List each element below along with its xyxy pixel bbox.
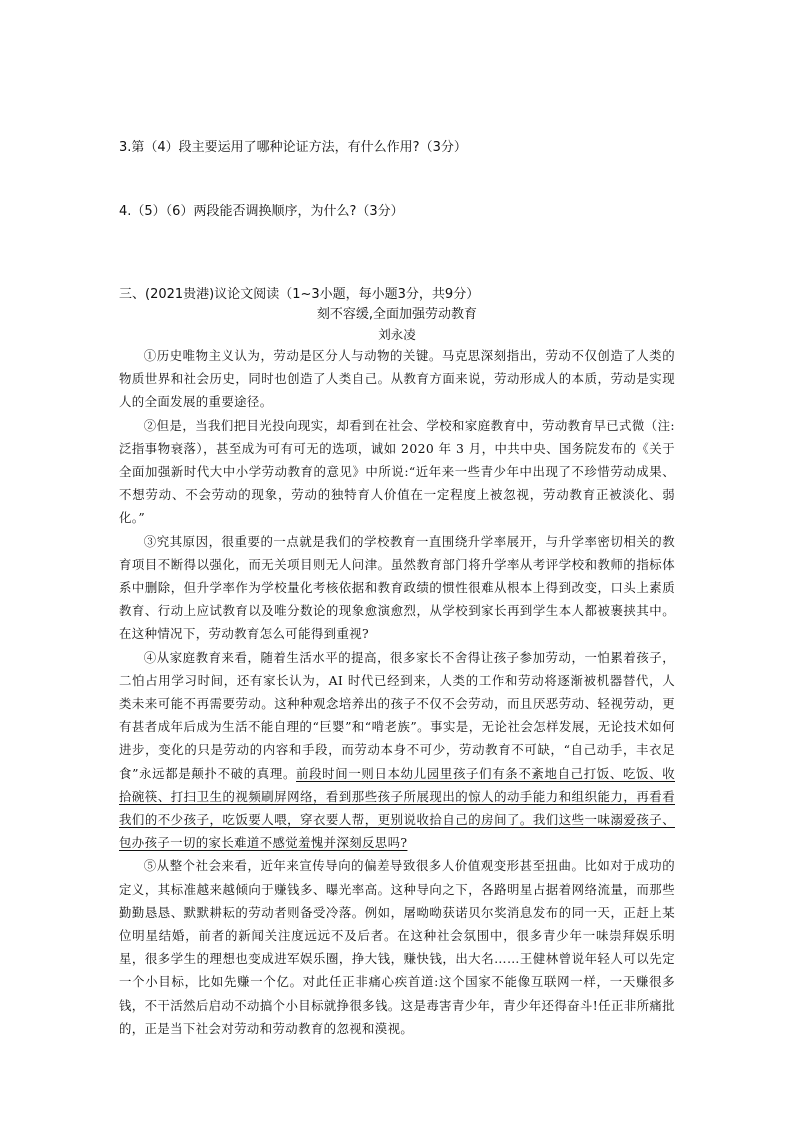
question-3: 3.第（4）段主要运用了哪种论证方法，有什么作用?（3分） <box>119 140 467 155</box>
question-4: 4.（5）（6）两段能否调换顺序，为什么?（3分） <box>119 204 404 219</box>
paragraph-1: ①历史唯物主义认为，劳动是区分人与动物的关键。马克思深刻指出，劳动不仅创造了人类的物质世界和社会历史，同时也创造了人类自己。从教育方面来说，劳动形成人的本质，劳动是实现人的全面发展的重要途径。 <box>119 348 675 410</box>
paragraph-5: ⑤从整个社会来看，近年来宣传导向的偏差导致很多人价值观变形甚至扭曲。比如对于成功的定义，其标准越来越倾向于赚钱多、曝光率高。这种导向之下，各路明星占据着网络流量，而那些勤勤恳恳、默默耕耘的劳动者则备受冷落。例如，屠呦呦获诺贝尔奖消息发布的同一天，正赶上某位明星结婚，前者的新闻关注度远远不及后者。在这种社会氛围中，很多青少年一味崇拜娱乐明星，很多学生的理想也变成进军娱乐圈，挣大钱，赚快钱，出大名……王健林曾说年轻人可以先定一个小目标，比如先赚一个亿。对此任正非痛心疾首道:这个国家不能像互联网一样，一天赚很多钱，不干活然后启动不动搞个小目标就挣很多钱。这是毒害青少年，青少年还得奋斗!任正非所痛批的，正是当下社会对劳动和劳动教育的忽视和漠视。 <box>119 858 675 1036</box>
article-body <box>119 344 675 1040</box>
paragraph-4-underlined: 前段时间一则日本幼儿园里孩子们有条不紊地自己打饭、吃饭、收拾碗筷、打扫卫生的视频刷屏网络，看到那些孩子所展现出的惊人的动手能力和组织能力，再看看我们的不少孩子，吃饭要人喂，穿衣要人帮，更别说收拾自己的房间了。我们这些一味溺爱孩子、包办孩子一切的家长难道不感觉羞愧并深刻反思吗? <box>119 765 675 851</box>
paragraph-2: ②但是，当我们把目光投向现实，却看到在社会、学校和家庭教育中，劳动教育早已式微（注:泛指事物衰落），甚至成为可有可无的选项，诚如 2020 年 3 月，中共中央、国务院发布的《关于全面加强新时代大中小学劳动教育的意见》中所说:“近年来一些青少年中出现了不珍惜劳动成果、不想劳动、不会劳动的现象，劳动的独特育人价值在一定程度上被忽视，劳动教育正被淡化、弱化。” <box>119 417 675 526</box>
section-heading: 三、(2021贵港)议论文阅读（1~3小题，每小题3分，共9分） <box>119 287 480 302</box>
article-title: 刻不容缓,全面加强劳动教育 <box>316 307 478 322</box>
article-author: 刘永凌 <box>378 327 416 342</box>
paragraph-4-text: ④从家庭教育来看，随着生活水平的提高，很多家长不舍得让孩子参加劳动，一怕累着孩子，二怕占用学习时间，还有家长认为，AI 时代已经到来，人类的工作和劳动将逐渐被机器替代，人类未来可能不再需要劳动。这种种观念培养出的孩子不仅不会劳动，而且厌恶劳动、轻视劳动，更有甚者成年后成为生活不能自理的“巨婴”和“啃老族”。事实是，无论社会怎样发展，无论技术如何进步，变化的只是劳动的内容和手段，而劳动本身不可少，劳动教育不可缺，“自己动手，丰衣足食”永远都是颠扑不破的真理。 <box>119 649 675 781</box>
paragraph-4 <box>119 646 675 855</box>
paragraph-3: ③究其原因，很重要的一点就是我们的学校教育一直围绕升学率展开，与升学率密切相关的教育项目不断得以强化，而无关项目则无人问津。虽然教育部门将升学率从考评学校和教师的指标体系中删除，但升学率作为学校量化考核依据和教育政绩的惯性很难从根本上得到改变，口头上素质教育、行动上应试教育以及唯分数论的现象愈演愈烈，从学校到家长再到学生本人都被裹挟其中。在这种情况下，劳动教育怎么可能得到重视? <box>119 533 675 642</box>
